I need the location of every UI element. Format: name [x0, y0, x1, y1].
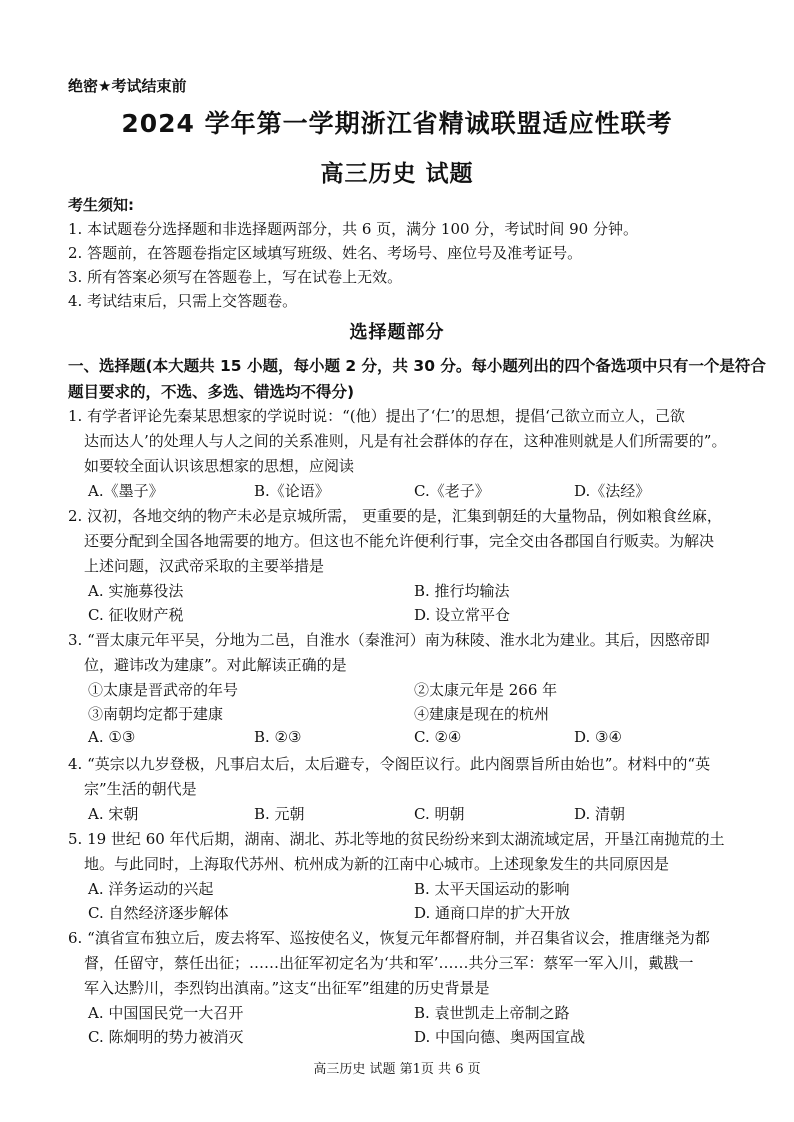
page-footer: 高三历史 试题 第1页 共 6 页	[313, 1062, 481, 1077]
option-d[interactable]: D. 中国向德、奥两国宣战	[414, 1028, 586, 1046]
question-text: 3. “晋太康元年平吴，分地为二邑，自淮水（秦淮河）南为秣陵、淮水北为建业。其后，因愍帝即	[68, 631, 710, 649]
option-a[interactable]: A.《墨子》	[88, 482, 164, 500]
option-a[interactable]: A. 洋务运动的兴起	[88, 880, 214, 898]
section-intro: 题目要求的，不选、多选、错选均不得分)	[68, 383, 355, 401]
question-text: 2. 汉初，各地交纳的物产未必是京城所需， 更重要的是，汇集到朝廷的大量物品，例如粮食丝麻，	[68, 507, 722, 525]
question-text: 位，避讳改为建康”。对此解读正确的是	[84, 656, 347, 674]
question-text: 如要较全面认识该思想家的思想，应阅读	[84, 457, 355, 475]
exam-subtitle: 高三历史 试题	[320, 161, 474, 187]
statement-4: ④建康是现在的杭州	[414, 705, 550, 723]
notice-item: 4. 考试结束后，只需上交答题卷。	[68, 292, 298, 310]
option-a[interactable]: A. ①③	[88, 728, 136, 746]
option-d[interactable]: D.《法经》	[574, 482, 651, 500]
question-text: 4. “英宗以九岁登极，凡事启太后，太后避专，令阁臣议行。此内阁票旨所由始也”。材料中的“英	[68, 755, 711, 773]
notice-item: 1. 本试题卷分选择题和非选择题两部分，共 6 页，满分 100 分，考试时间 90 分钟。	[68, 220, 638, 238]
option-d[interactable]: D. 设立常平仓	[414, 606, 511, 624]
notice-heading: 考生须知:	[68, 196, 134, 214]
question-text: 5. 19 世纪 60 年代后期，湖南、湖北、苏北等地的贫民纷纷来到太湖流域定居，开垦江南抛荒的土	[68, 830, 725, 848]
option-b[interactable]: B. 推行均输法	[414, 582, 510, 600]
notice-item: 2. 答题前，在答题卷指定区域填写班级、姓名、考场号、座位号及准考证号。	[68, 244, 583, 262]
option-c[interactable]: C. 征收财产税	[88, 606, 184, 624]
question-text: 军入达黔川，李烈钧出滇南。”这支“出征军”组建的历史背景是	[84, 979, 490, 997]
option-a[interactable]: A. 宋朝	[88, 805, 139, 823]
option-c[interactable]: C. 明朝	[414, 805, 465, 823]
statement-1: ①太康是晋武帝的年号	[88, 681, 239, 699]
option-c[interactable]: C. 自然经济逐步解体	[88, 904, 229, 922]
option-b[interactable]: B. 太平天国运动的影响	[414, 880, 570, 898]
option-c[interactable]: C.《老子》	[414, 482, 490, 500]
question-text: 6. “滇省宣布独立后，废去将军、巡按使名义，恢复元年都督府制，并召集省议会，推唐继尧为都	[68, 929, 710, 947]
option-b[interactable]: B.《论语》	[254, 482, 330, 500]
question-text: 宗”生活的朝代是	[84, 780, 197, 798]
question-text: 督，任留守，蔡任出征；……出征军初定名为‘共和军’……共分三军：蔡军一军入川，戴戡一	[84, 954, 694, 972]
option-a[interactable]: A. 中国国民党一大召开	[88, 1004, 244, 1022]
option-a[interactable]: A. 实施募役法	[88, 582, 184, 600]
option-c[interactable]: C. ②④	[414, 728, 462, 746]
option-d[interactable]: D. 通商口岸的扩大开放	[414, 904, 571, 922]
statement-3: ③南朝均定都于建康	[88, 705, 224, 723]
question-text: 1. 有学者评论先秦某思想家的学说时说：“(他）提出了‘仁’的思想，提倡‘己欲立而立人，己欲	[68, 407, 685, 425]
option-b[interactable]: B. 袁世凯走上帝制之路	[414, 1004, 570, 1022]
option-d[interactable]: D. ③④	[574, 728, 622, 746]
notice-item: 3. 所有答案必须写在答题卷上，写在试卷上无效。	[68, 268, 403, 286]
section-intro: 一、选择题(本大题共 15 小题，每小题 2 分，共 30 分。每小题列出的四个备选项中只有一个是符合	[68, 357, 766, 375]
exam-title: 2024 学年第一学期浙江省精诚联盟适应性联考	[121, 109, 673, 138]
option-c[interactable]: C. 陈炯明的势力被消灭	[88, 1028, 244, 1046]
confidential-label: 绝密★考试结束前	[68, 77, 187, 95]
option-b[interactable]: B. ②③	[254, 728, 302, 746]
question-text: 地。与此同时，上海取代苏州、杭州成为新的江南中心城市。上述现象发生的共同原因是	[84, 855, 670, 873]
statement-2: ②太康元年是 266 年	[414, 681, 558, 699]
option-d[interactable]: D. 清朝	[574, 805, 626, 823]
question-text: 还要分配到全国各地需要的地方。但这也不能允许便利行事，完全交由各郡国自行贩卖。为解决	[84, 532, 715, 550]
question-text: 上述问题，汉武帝采取的主要举措是	[84, 557, 325, 575]
section-title: 选择题部分	[349, 322, 445, 343]
question-text: 达而达人’的处理人与人之间的关系准则，凡是有社会群体的存在，这种准则就是人们所需要的”。	[84, 432, 727, 450]
option-b[interactable]: B. 元朝	[254, 805, 305, 823]
